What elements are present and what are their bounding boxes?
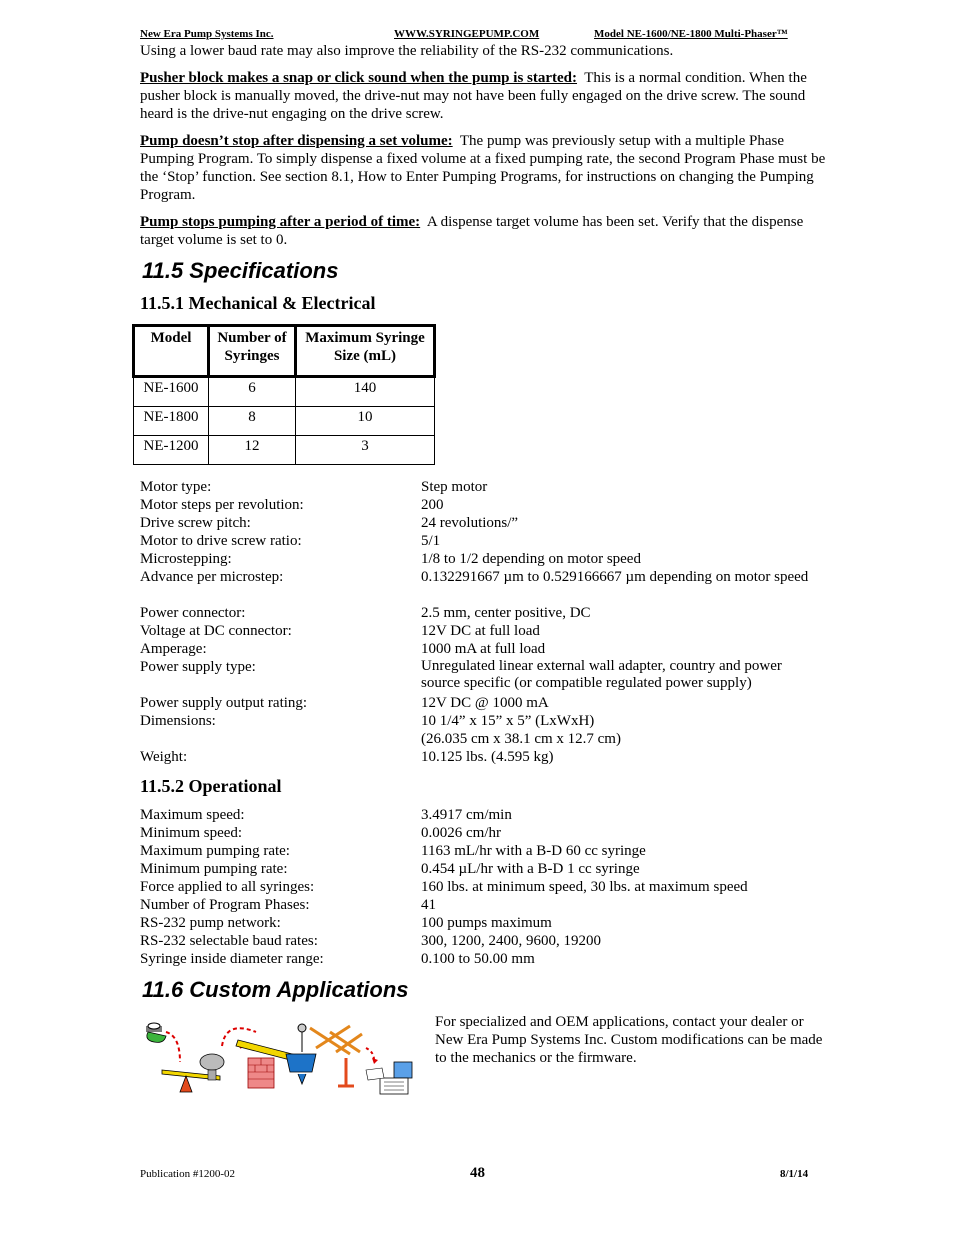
spec-label: Force applied to all syringes:	[140, 879, 315, 895]
spec-value: Step motor	[421, 479, 488, 495]
footer-date: 8/1/14	[780, 1168, 809, 1180]
operational-specs	[140, 806, 840, 968]
spec-row	[140, 896, 840, 914]
spec-label: Syringe inside diameter range:	[140, 951, 324, 967]
spec-label: Power supply type:	[140, 659, 256, 675]
table-row	[134, 436, 435, 465]
spec-label: Voltage at DC connector:	[140, 623, 292, 639]
spec-label: Weight:	[140, 749, 188, 765]
spec-row	[140, 748, 840, 766]
spec-label: Motor to drive screw ratio:	[140, 533, 302, 549]
table-cell: 3	[296, 436, 435, 465]
spec-value: 1/8 to 1/2 depending on motor speed	[421, 551, 641, 567]
footer-publication: Publication #1200-02	[140, 1168, 236, 1180]
header-website: WWW.SYRINGEPUMP.COM	[394, 28, 540, 40]
mechanical-electrical-specs	[140, 478, 840, 766]
table-cell: 8	[209, 407, 296, 436]
spec-row	[140, 694, 840, 712]
spec-row	[140, 496, 840, 514]
table-row	[134, 377, 435, 407]
troubleshoot-lead: Pump stops pumping after a period of time:	[140, 214, 421, 230]
spec-row	[140, 914, 840, 932]
faucet-icon	[146, 1023, 166, 1042]
computer-icon	[366, 1062, 412, 1094]
spec-label: Maximum speed:	[140, 807, 245, 823]
section-heading-custom-applications: 11.6 Custom Applications	[142, 977, 409, 1002]
spec-row	[140, 950, 840, 968]
spec-value: 5/1	[421, 533, 441, 549]
spec-value: 100 pumps maximum	[421, 915, 552, 931]
table-cell: NE-1800	[134, 407, 209, 436]
header-company: New Era Pump Systems Inc.	[140, 28, 274, 40]
spec-label: Motor type:	[140, 479, 212, 495]
custom-applications-text: For specialized and OEM applications, contact your dealer or New Era Pump Systems Inc. Custom modifications can be made to the mechanics or the firmware.	[435, 1014, 823, 1066]
spec-value: 0.100 to 50.00 mm	[421, 951, 535, 967]
spec-row	[140, 932, 840, 950]
troubleshoot-text: This is a normal condition. When the pusher block is manually moved, the drive-nut may not have been fully engaged on the drive screw. The sound heard is the drive-nut engaging on the drive screw.	[140, 70, 807, 122]
spec-row	[140, 824, 840, 842]
table-cell: 6	[209, 377, 296, 407]
spec-row	[140, 878, 840, 896]
brick-wall-icon	[248, 1058, 274, 1088]
bucket-icon	[286, 1024, 316, 1084]
spec-row	[140, 658, 840, 694]
spec-row	[140, 568, 840, 586]
intro-paragraph: Using a lower baud rate may also improve the reliability of the RS-232 communications.	[140, 43, 674, 59]
table-header-row	[134, 326, 435, 377]
spec-value: 10 1/4” x 15” x 5” (LxWxH) (26.035 cm x 38.1 cm x 12.7 cm)	[421, 713, 621, 747]
table-header: Model	[134, 326, 209, 377]
troubleshoot-paragraph	[140, 69, 826, 123]
spec-label: Advance per microstep:	[140, 569, 284, 585]
spec-value: 41	[421, 897, 436, 913]
table-cell: 10	[296, 407, 435, 436]
spec-row	[140, 712, 840, 748]
spec-value: 1000 mA at full load	[421, 641, 546, 657]
spec-value: 1163 mL/hr with a B-D 60 cc syringe	[421, 843, 646, 859]
spec-label: Minimum speed:	[140, 825, 243, 841]
spec-value: Unregulated linear external wall adapter, country and power source specific (or compatible regulated power supply)	[421, 658, 782, 691]
spec-row	[140, 806, 840, 824]
troubleshoot-paragraph	[140, 132, 826, 204]
troubleshoot-lead: Pusher block makes a snap or click sound when the pump is started:	[140, 70, 578, 86]
spec-value: 300, 1200, 2400, 9600, 19200	[421, 933, 601, 949]
subsection-heading-mechanical: 11.5.1 Mechanical & Electrical	[140, 293, 376, 313]
spec-value: 24 revolutions/”	[421, 515, 519, 531]
scissor-lift-icon	[310, 1026, 362, 1086]
spec-value: 12V DC at full load	[421, 623, 540, 639]
spec-label: Dimensions:	[140, 713, 216, 729]
syringe-spec-table	[132, 324, 436, 465]
custom-applications-illustration	[140, 1018, 422, 1098]
spec-label: Drive screw pitch:	[140, 515, 251, 531]
table-cell: NE-1200	[134, 436, 209, 465]
header-model: Model NE-1600/NE-1800 Multi-Phaser™	[594, 28, 788, 40]
spec-label: Power connector:	[140, 605, 246, 621]
troubleshoot-text: A dispense target volume has been set. Verify that the dispense target volume is set to 0.	[140, 214, 804, 248]
spec-row	[140, 842, 840, 860]
table-cell: NE-1600	[134, 377, 209, 407]
spec-row	[140, 622, 840, 640]
spec-label: RS-232 selectable baud rates:	[140, 933, 318, 949]
section-heading-specifications: 11.5 Specifications	[142, 258, 339, 283]
spec-value: 12V DC @ 1000 mA	[421, 695, 549, 711]
table-header: Maximum Syringe Size (mL)	[296, 326, 435, 377]
spec-label: Maximum pumping rate:	[140, 843, 290, 859]
spec-label: Amperage:	[140, 641, 207, 657]
spec-row	[140, 532, 840, 550]
spec-label: RS-232 pump network:	[140, 915, 281, 931]
table-row	[134, 407, 435, 436]
spec-value: 0.454 µL/hr with a B-D 1 cc syringe	[421, 861, 640, 877]
spec-row	[140, 550, 840, 568]
spec-row	[140, 640, 840, 658]
spec-value: 2.5 mm, center positive, DC	[421, 605, 591, 621]
spec-row	[140, 604, 840, 622]
spec-label: Minimum pumping rate:	[140, 861, 288, 877]
troubleshoot-lead: Pump doesn’t stop after dispensing a set volume:	[140, 133, 453, 149]
spec-label: Number of Program Phases:	[140, 897, 310, 913]
table-cell: 140	[296, 377, 435, 407]
table-cell: 12	[209, 436, 296, 465]
subsection-heading-operational: 11.5.2 Operational	[140, 776, 282, 796]
spec-value: 0.132291667 µm to 0.529166667 µm depending on motor speed	[421, 569, 809, 585]
spec-row	[140, 514, 840, 532]
spec-label: Microstepping:	[140, 551, 232, 567]
troubleshoot-text: The pump was previously setup with a multiple Phase Pumping Program. To simply dispense a fixed volume at a fixed pumping rate, the second Program Phase must be the ‘Stop’ function. See section 8.1, How to Enter Pumping Programs, for instructions on changing the Pumping Program.	[140, 133, 826, 203]
spec-label: Motor steps per revolution:	[140, 497, 304, 513]
spec-value: 0.0026 cm/hr	[421, 825, 501, 841]
troubleshoot-paragraph	[140, 213, 826, 249]
spec-value: 10.125 lbs. (4.595 kg)	[421, 749, 554, 765]
spec-label: Power supply output rating:	[140, 695, 308, 711]
spec-value: 160 lbs. at minimum speed, 30 lbs. at maximum speed	[421, 879, 748, 895]
spec-value: 200	[421, 497, 444, 513]
spec-row	[140, 478, 840, 496]
page-number: 48	[470, 1165, 485, 1181]
spacer	[140, 586, 840, 604]
spec-row	[140, 860, 840, 878]
spec-value: 3.4917 cm/min	[421, 807, 512, 823]
table-header: Number of Syringes	[209, 326, 296, 377]
